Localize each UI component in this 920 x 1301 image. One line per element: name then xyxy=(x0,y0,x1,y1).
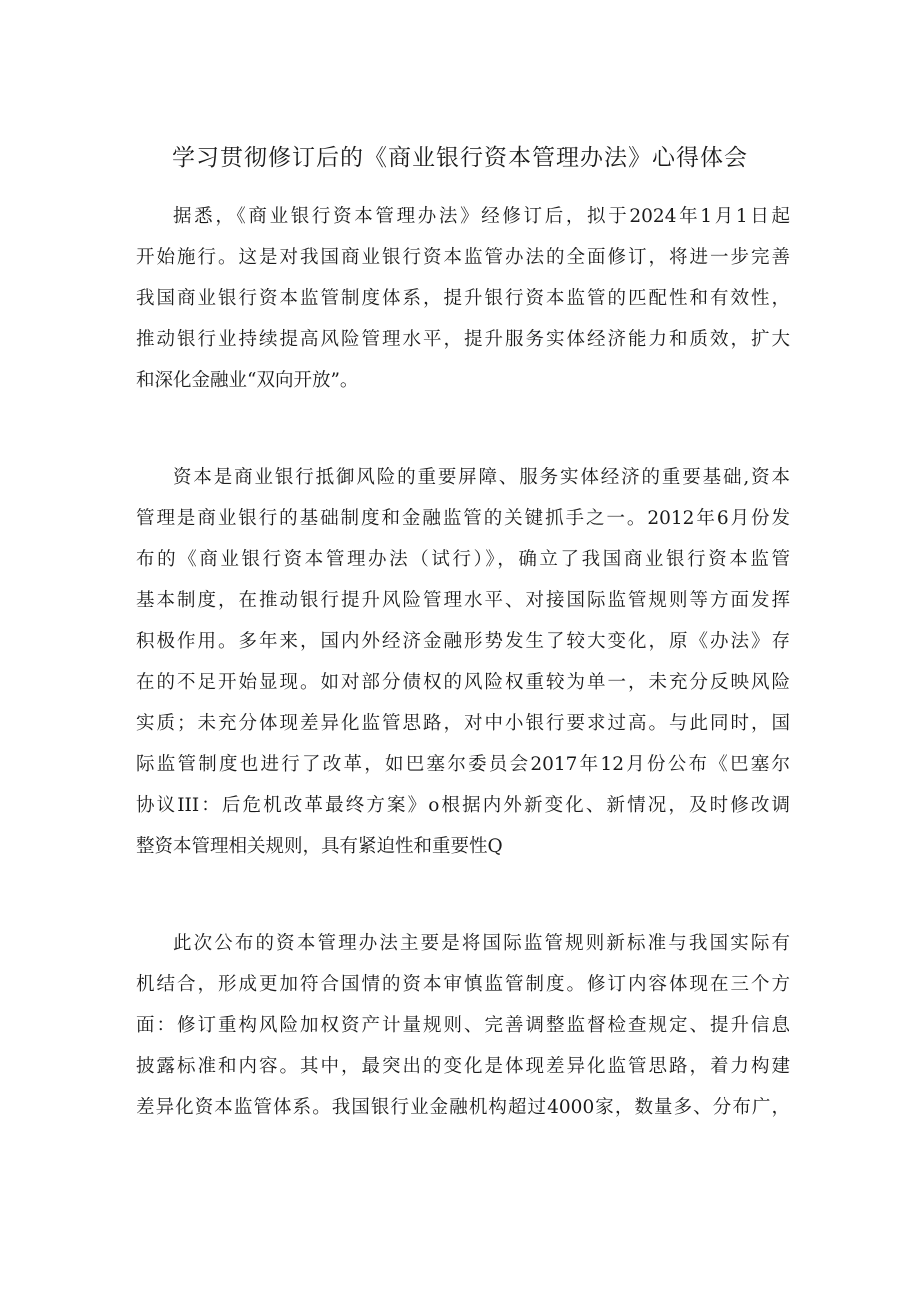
text-line: 推动银行业持续提高风险管理水平，提升服务实体经济能力和质效，扩大 xyxy=(136,329,790,350)
text-line: 我国商业银行资本监管制度体系，提升银行资本监管的匹配性和有效性， xyxy=(136,288,790,309)
text-line: 际监管制度也进行了改革，如巴塞尔委员会2017年12月份公布《巴塞尔 xyxy=(136,754,790,775)
text-line: 面：修订重构风险加权资产计量规则、完善调整监督检查规定、提升信息 xyxy=(136,1015,790,1036)
text-line: 整资本管理相关规则，具有紧迫性和重要性Q xyxy=(136,836,503,857)
text-line: 实质；未充分体现差异化监管思路，对中小银行要求过高。与此同时，国 xyxy=(136,713,790,734)
text-line: 协议III：后危机改革最终方案》o根据内外新变化、新情况，及时修改调 xyxy=(136,795,790,816)
document-title: 学习贯彻修订后的《商业银行资本管理办法》心得体会 xyxy=(172,145,748,171)
text-line: 资本是商业银行抵御风险的重要屏障、服务实体经济的重要基础,资本 xyxy=(173,467,790,488)
text-line: 基本制度，在推动银行提升风险管理水平、对接国际监管规则等方面发挥 xyxy=(136,590,790,611)
text-line: 和深化金融业“双向开放”。 xyxy=(136,370,359,391)
text-line: 披露标准和内容。其中，最突出的变化是体现差异化监管思路，着力构建 xyxy=(136,1056,790,1077)
text-line: 据悉，《商业银行资本管理办法》经修订后，拟于2024年1月1日起 xyxy=(173,206,790,227)
text-line: 机结合，形成更加符合国情的资本审慎监管制度。修订内容体现在三个方 xyxy=(136,974,790,995)
text-line: 开始施行。这是对我国商业银行资本监管办法的全面修订，将进一步完善 xyxy=(136,247,790,268)
text-line: 差异化资本监管体系。我国银行业金融机构超过4000家，数量多、分布广， xyxy=(136,1097,790,1118)
text-line: 管理是商业银行的基础制度和金融监管的关键抓手之一。2012年6月份发 xyxy=(136,508,790,529)
text-line: 此次公布的资本管理办法主要是将国际监管规则新标准与我国实际有 xyxy=(173,933,790,954)
text-line: 积极作用。多年来，国内外经济金融形势发生了较大变化，原《办法》存 xyxy=(136,631,790,652)
text-line: 布的《商业银行资本管理办法（试行）》，确立了我国商业银行资本监管 xyxy=(136,549,790,570)
text-line: 在的不足开始显现。如对部分债权的风险权重较为单一，未充分反映风险 xyxy=(136,672,790,693)
